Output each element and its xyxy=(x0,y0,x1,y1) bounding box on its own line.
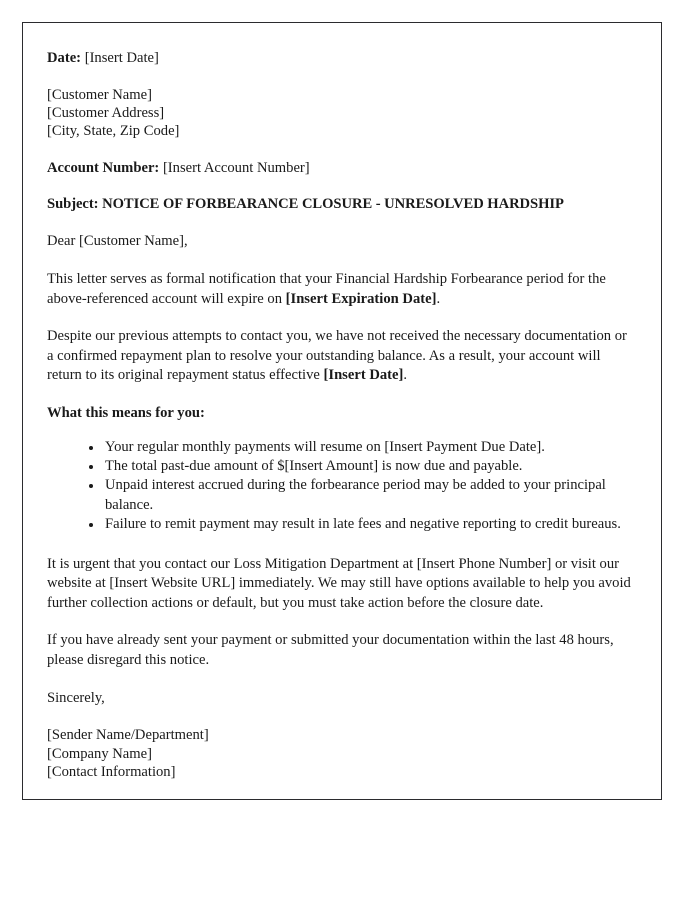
subject-label: Subject: xyxy=(47,196,99,213)
sender-name: [Sender Name/Department] xyxy=(47,727,209,744)
signature-block xyxy=(47,726,633,781)
salutation: Dear [Customer Name], xyxy=(47,233,188,250)
spacer xyxy=(47,141,633,159)
account-number-line xyxy=(47,159,633,178)
spacer xyxy=(47,671,633,689)
date-value: [Insert Date] xyxy=(84,50,159,66)
spacer xyxy=(47,708,633,726)
spacer xyxy=(47,613,633,631)
paragraph-notification xyxy=(47,270,633,309)
spacer xyxy=(47,68,633,86)
effective-date-placeholder: [Insert Date] xyxy=(323,367,404,384)
closing-salutation: Sincerely, xyxy=(47,689,105,706)
contact-information: [Contact Information] xyxy=(47,763,176,780)
document-body xyxy=(23,23,661,781)
spacer xyxy=(47,214,633,232)
date-line xyxy=(47,49,633,68)
paragraph-noncompliance-text: Despite our previous attempts to contact you, we have not received the necessary documentation or a confirmed repayment plan to resolve your outstanding balance. As a result, your account will return to its original repayment status effective xyxy=(47,328,627,384)
paragraph-noncompliance xyxy=(47,327,633,386)
recipient-address: [Customer Address] xyxy=(47,105,165,121)
account-number-value: [Insert Account Number] xyxy=(162,159,310,176)
date-label: Date: xyxy=(47,50,82,66)
list-item: Your regular monthly payments will resume on [Insert Payment Due Date]. xyxy=(87,438,633,457)
paragraph-notification-end: . xyxy=(436,290,441,307)
spacer xyxy=(47,309,633,327)
paragraph-disregard-notice: If you have already sent your payment or submitted your documentation within the last 48 hours, please disregard this notice. xyxy=(47,632,614,668)
paragraph-urgent-contact: It is urgent that you contact our Loss Mitigation Department at [Insert Phone Number] or visit our website at [Insert Website URL] immediately. We may still have options available to help you avoid further collection actions or default, but you must take action before the closure date. xyxy=(47,555,631,611)
account-number-label: Account Number: xyxy=(47,159,160,176)
recipient-address-block xyxy=(47,86,633,141)
document-page xyxy=(22,22,662,800)
spacer xyxy=(47,386,633,404)
spacer xyxy=(47,535,633,555)
subject-line xyxy=(47,195,633,214)
means-for-you-heading: What this means for you: xyxy=(47,404,205,421)
subject-value: NOTICE OF FORBEARANCE CLOSURE - UNRESOLVED HARDSHIP xyxy=(102,196,564,213)
company-name: [Company Name] xyxy=(47,745,152,762)
list-item: Failure to remit payment may result in late fees and negative reporting to credit bureaus. xyxy=(87,515,633,534)
paragraph-notification-text: This letter serves as formal notification that your Financial Hardship Forbearance period for the above-referenced account will expire on xyxy=(47,271,606,307)
recipient-name: [Customer Name] xyxy=(47,86,152,103)
list-item: The total past-due amount of $[Insert Amount] is now due and payable. xyxy=(87,457,633,476)
consequences-list xyxy=(47,438,633,535)
list-item: Unpaid interest accrued during the forbearance period may be added to your principal balance. xyxy=(87,476,633,515)
spacer xyxy=(47,252,633,270)
spacer xyxy=(47,177,633,195)
recipient-city-state-zip: [City, State, Zip Code] xyxy=(47,123,180,140)
paragraph-noncompliance-end: . xyxy=(403,367,408,384)
spacer xyxy=(47,424,633,438)
expiration-date-placeholder: [Insert Expiration Date] xyxy=(285,290,437,307)
